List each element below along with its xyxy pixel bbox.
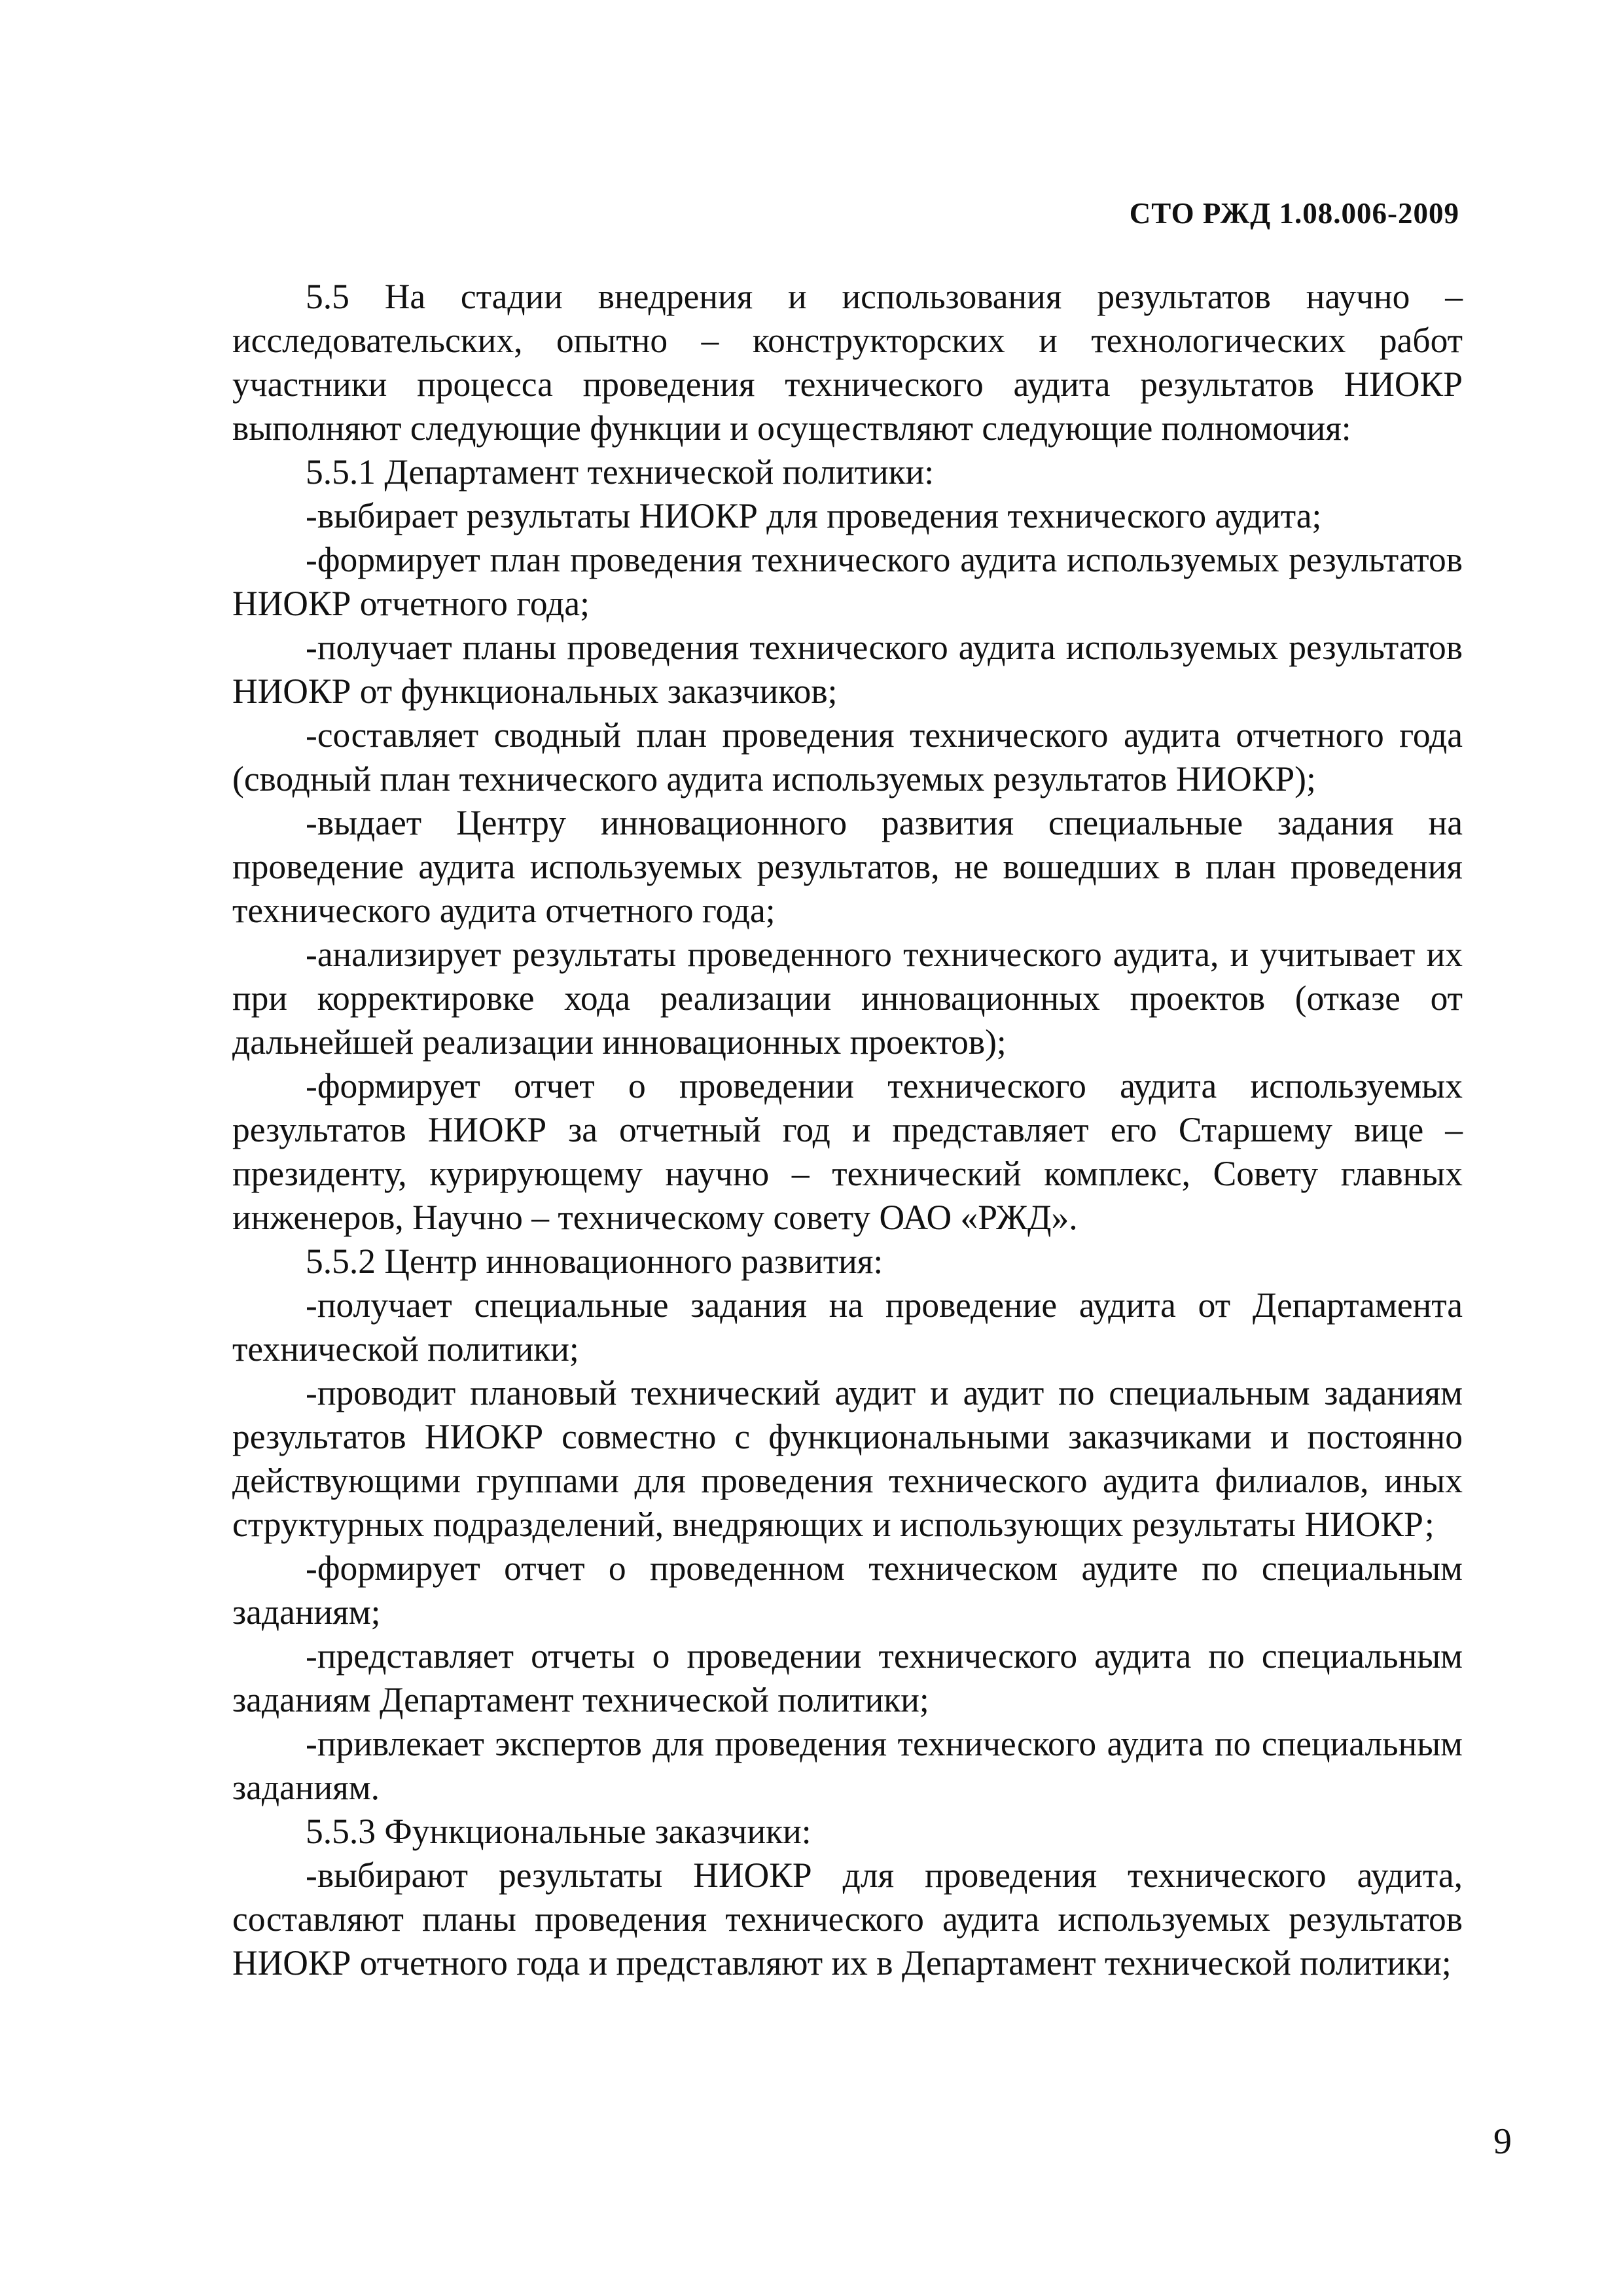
list-item: -составляет сводный план проведения технического аудита отчетного года (сводный план технического аудита используемых результатов НИОКР); [232, 715, 1463, 798]
list-item: -выбирают результаты НИОКР для проведения технического аудита, составляют планы проведения технического аудита используемых результатов НИОКР отчетного года и представляют их в Департамент технической политики; [232, 1856, 1463, 1982]
list-item: -выбирает результаты НИОКР для проведения технического аудита; [306, 496, 1322, 535]
list-item: -формирует отчет о проведении технического аудита используемых результатов НИОКР за отчетный год и представляет его Старшему вице – президенту, курирующему научно – технический комплекс, Совету главных инженеров, Научно – техническому совету ОАО «РЖД». [232, 1066, 1463, 1237]
heading-5-5-1: 5.5.1 Департамент технической политики: [306, 452, 935, 492]
list-item: -привлекает экспертов для проведения технического аудита по специальным заданиям. [232, 1724, 1463, 1807]
heading-5-5-3: 5.5.3 Функциональные заказчики: [306, 1812, 812, 1851]
document-body [232, 275, 1463, 1985]
list-item: -получает специальные задания на проведение аудита от Департамента технической политики; [232, 1285, 1463, 1369]
list-item: -формирует отчет о проведенном техническом аудите по специальным заданиям; [232, 1549, 1463, 1632]
document-code: СТО РЖД 1.08.006-2009 [1129, 197, 1459, 230]
heading-5-5-2: 5.5.2 Центр инновационного развития: [306, 1242, 883, 1281]
list-item: -проводит плановый технический аудит и аудит по специальным заданиям результатов НИОКР совместно с функциональными заказчиками и постоянно действующими группами для проведения технического аудита филиалов, иных структурных подразделений, внедряющих и использующих результаты НИОКР; [232, 1373, 1463, 1544]
list-item: -получает планы проведения технического аудита используемых результатов НИОКР от функциональных заказчиков; [232, 628, 1463, 711]
list-item: -формирует план проведения технического аудита используемых результатов НИОКР отчетного года; [232, 540, 1463, 623]
list-item: -анализирует результаты проведенного технического аудита, и учитывает их при корректировке хода реализации инновационных проектов (отказе от дальнейшей реализации инновационных проектов); [232, 935, 1463, 1062]
page-number: 9 [1493, 2121, 1512, 2162]
list-item: -выдает Центру инновационного развития специальные задания на проведение аудита используемых результатов, не вошедших в план проведения технического аудита отчетного года; [232, 803, 1463, 930]
paragraph-5-5: 5.5 На стадии внедрения и использования результатов научно – исследовательских, опытно – конструкторских и технологических работ участники процесса проведения технического аудита результатов НИОКР выполняют следующие функции и осуществляют следующие полномочия: [232, 277, 1463, 448]
list-item: -представляет отчеты о проведении технического аудита по специальным заданиям Департамент технической политики; [232, 1636, 1463, 1719]
